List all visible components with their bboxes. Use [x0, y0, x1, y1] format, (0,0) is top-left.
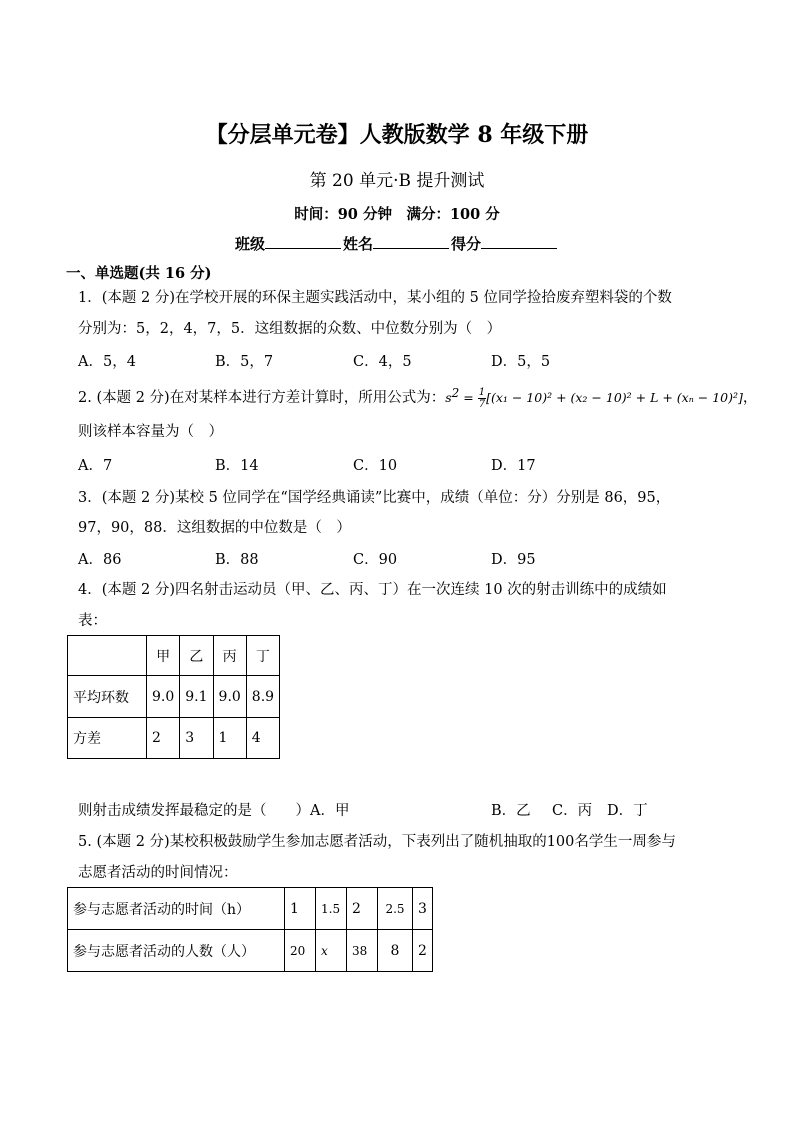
variance-formula	[445, 386, 743, 411]
q2-option-c: C．10	[353, 458, 398, 474]
q4-score-table	[67, 635, 280, 759]
table-cell: 1	[213, 718, 246, 759]
q3-option-c: C．90	[353, 552, 398, 568]
table-cell: 平均环数	[68, 676, 147, 718]
q1-option-d: D．5，5	[491, 354, 551, 370]
q5-volunteer-table	[67, 887, 433, 972]
score-label: 得分	[451, 235, 482, 253]
table-cell: 参与志愿者活动的时间（h）	[68, 888, 285, 930]
q2-option-b: B．14	[215, 458, 259, 474]
name-label: 姓名	[342, 235, 373, 253]
q5-line1: 5. (本题 2 分)某校积极鼓励学生参加志愿者活动，下表列出了随机抽取的100名学生一周参与	[78, 834, 676, 850]
q1-line1: 1．(本题 2 分)在学校开展的环保主题实践活动中，某小组的 5 位同学捡拾废弃塑料袋的个数	[78, 290, 672, 306]
table-row	[68, 888, 433, 930]
table-cell: 方差	[68, 718, 147, 759]
table-cell: 2	[147, 718, 180, 759]
table-cell: 丁	[246, 636, 279, 676]
page-subtitle: 第 20 单元·B 提升测试	[309, 171, 485, 191]
q2-line1	[78, 386, 757, 410]
table-cell: 乙	[180, 636, 213, 676]
table-cell: 2	[413, 930, 433, 972]
section-title: 一、单选题(共 16 分)	[66, 265, 212, 282]
table-cell: 丙	[213, 636, 246, 676]
table-row	[68, 676, 280, 718]
name-blank[interactable]	[373, 234, 449, 249]
table-cell	[68, 636, 147, 676]
q3-option-d: D．95	[491, 552, 536, 568]
q3-option-a: A．86	[78, 552, 122, 568]
q2-option-d: D．17	[491, 458, 536, 474]
class-blank[interactable]	[265, 234, 341, 249]
table-cell: 9.1	[180, 676, 213, 718]
table-cell: 3	[180, 718, 213, 759]
class-label: 班级	[234, 235, 265, 253]
q4-line1: 4．(本题 2 分)四名射击运动员（甲、乙、丙、丁）在一次连续 10 次的射击训练中的成绩如	[78, 582, 667, 598]
page-title: 【分层单元卷】人教版数学 8 年级下册	[205, 122, 589, 148]
q1-option-a: A．5，4	[78, 354, 136, 370]
frac-denominator: 7	[478, 399, 486, 411]
table-cell: 参与志愿者活动的人数（人）	[68, 930, 285, 972]
table-row	[68, 636, 280, 676]
q3-line1: 3．(本题 2 分)某校 5 位同学在“国学经典诵读”比赛中，成绩（单位：分）分别是 86，95，	[78, 490, 671, 506]
table-cell: 9.0	[147, 676, 180, 718]
q1-option-c: C．4，5	[353, 354, 412, 370]
q4-option-d: D．丁	[607, 803, 648, 819]
table-cell: 2.5	[378, 888, 413, 930]
frac-numerator: 1	[478, 387, 486, 399]
table-cell: 9.0	[213, 676, 246, 718]
formula-s: s	[445, 390, 452, 406]
table-cell: 8.9	[246, 676, 279, 718]
q4-question: 则射击成绩发挥最稳定的是（ ）A．甲	[78, 803, 350, 819]
q4-line2: 表：	[78, 613, 107, 629]
q2-line2: 则该样本容量为（ ）	[78, 424, 223, 440]
table-cell: 3	[413, 888, 433, 930]
table-cell: 38	[347, 930, 378, 972]
student-info-line	[0, 233, 794, 254]
time-score-line: 时间：90 分钟 满分：100 分	[294, 206, 500, 223]
table-row	[68, 718, 280, 759]
q3-line2: 97，90，88．这组数据的中位数是（ ）	[78, 520, 351, 536]
table-cell: x	[316, 930, 347, 972]
q4-option-c: C．丙	[552, 803, 593, 819]
q2-lead: 2. (本题 2 分)在对某样本进行方差计算时，所用公式为：	[78, 390, 446, 407]
table-cell: 2	[347, 888, 378, 930]
q2-tail: ，	[742, 390, 758, 407]
q2-option-a: A．7	[78, 458, 113, 474]
formula-fraction	[478, 387, 486, 410]
table-cell: 甲	[147, 636, 180, 676]
table-cell: 8	[378, 930, 413, 972]
table-cell: 1.5	[316, 888, 347, 930]
q5-line2: 志愿者活动的时间情况：	[78, 865, 238, 881]
table-cell: 1	[285, 888, 316, 930]
formula-eq: =	[459, 390, 478, 406]
q1-option-b: B．5，7	[215, 354, 274, 370]
q4-option-b: B．乙	[491, 803, 531, 819]
formula-sup: 2	[451, 386, 460, 400]
q3-option-b: B．88	[215, 552, 259, 568]
score-blank[interactable]	[481, 234, 557, 249]
formula-body: [(x₁ − 10)² + (x₂ − 10)² + L + (xₙ − 10)²]	[486, 390, 743, 406]
table-cell: 4	[246, 718, 279, 759]
q1-line2: 分别为：5，2，4，7，5．这组数据的众数、中位数分别为（ ）	[78, 321, 502, 337]
table-cell: 20	[285, 930, 316, 972]
table-row	[68, 930, 433, 972]
